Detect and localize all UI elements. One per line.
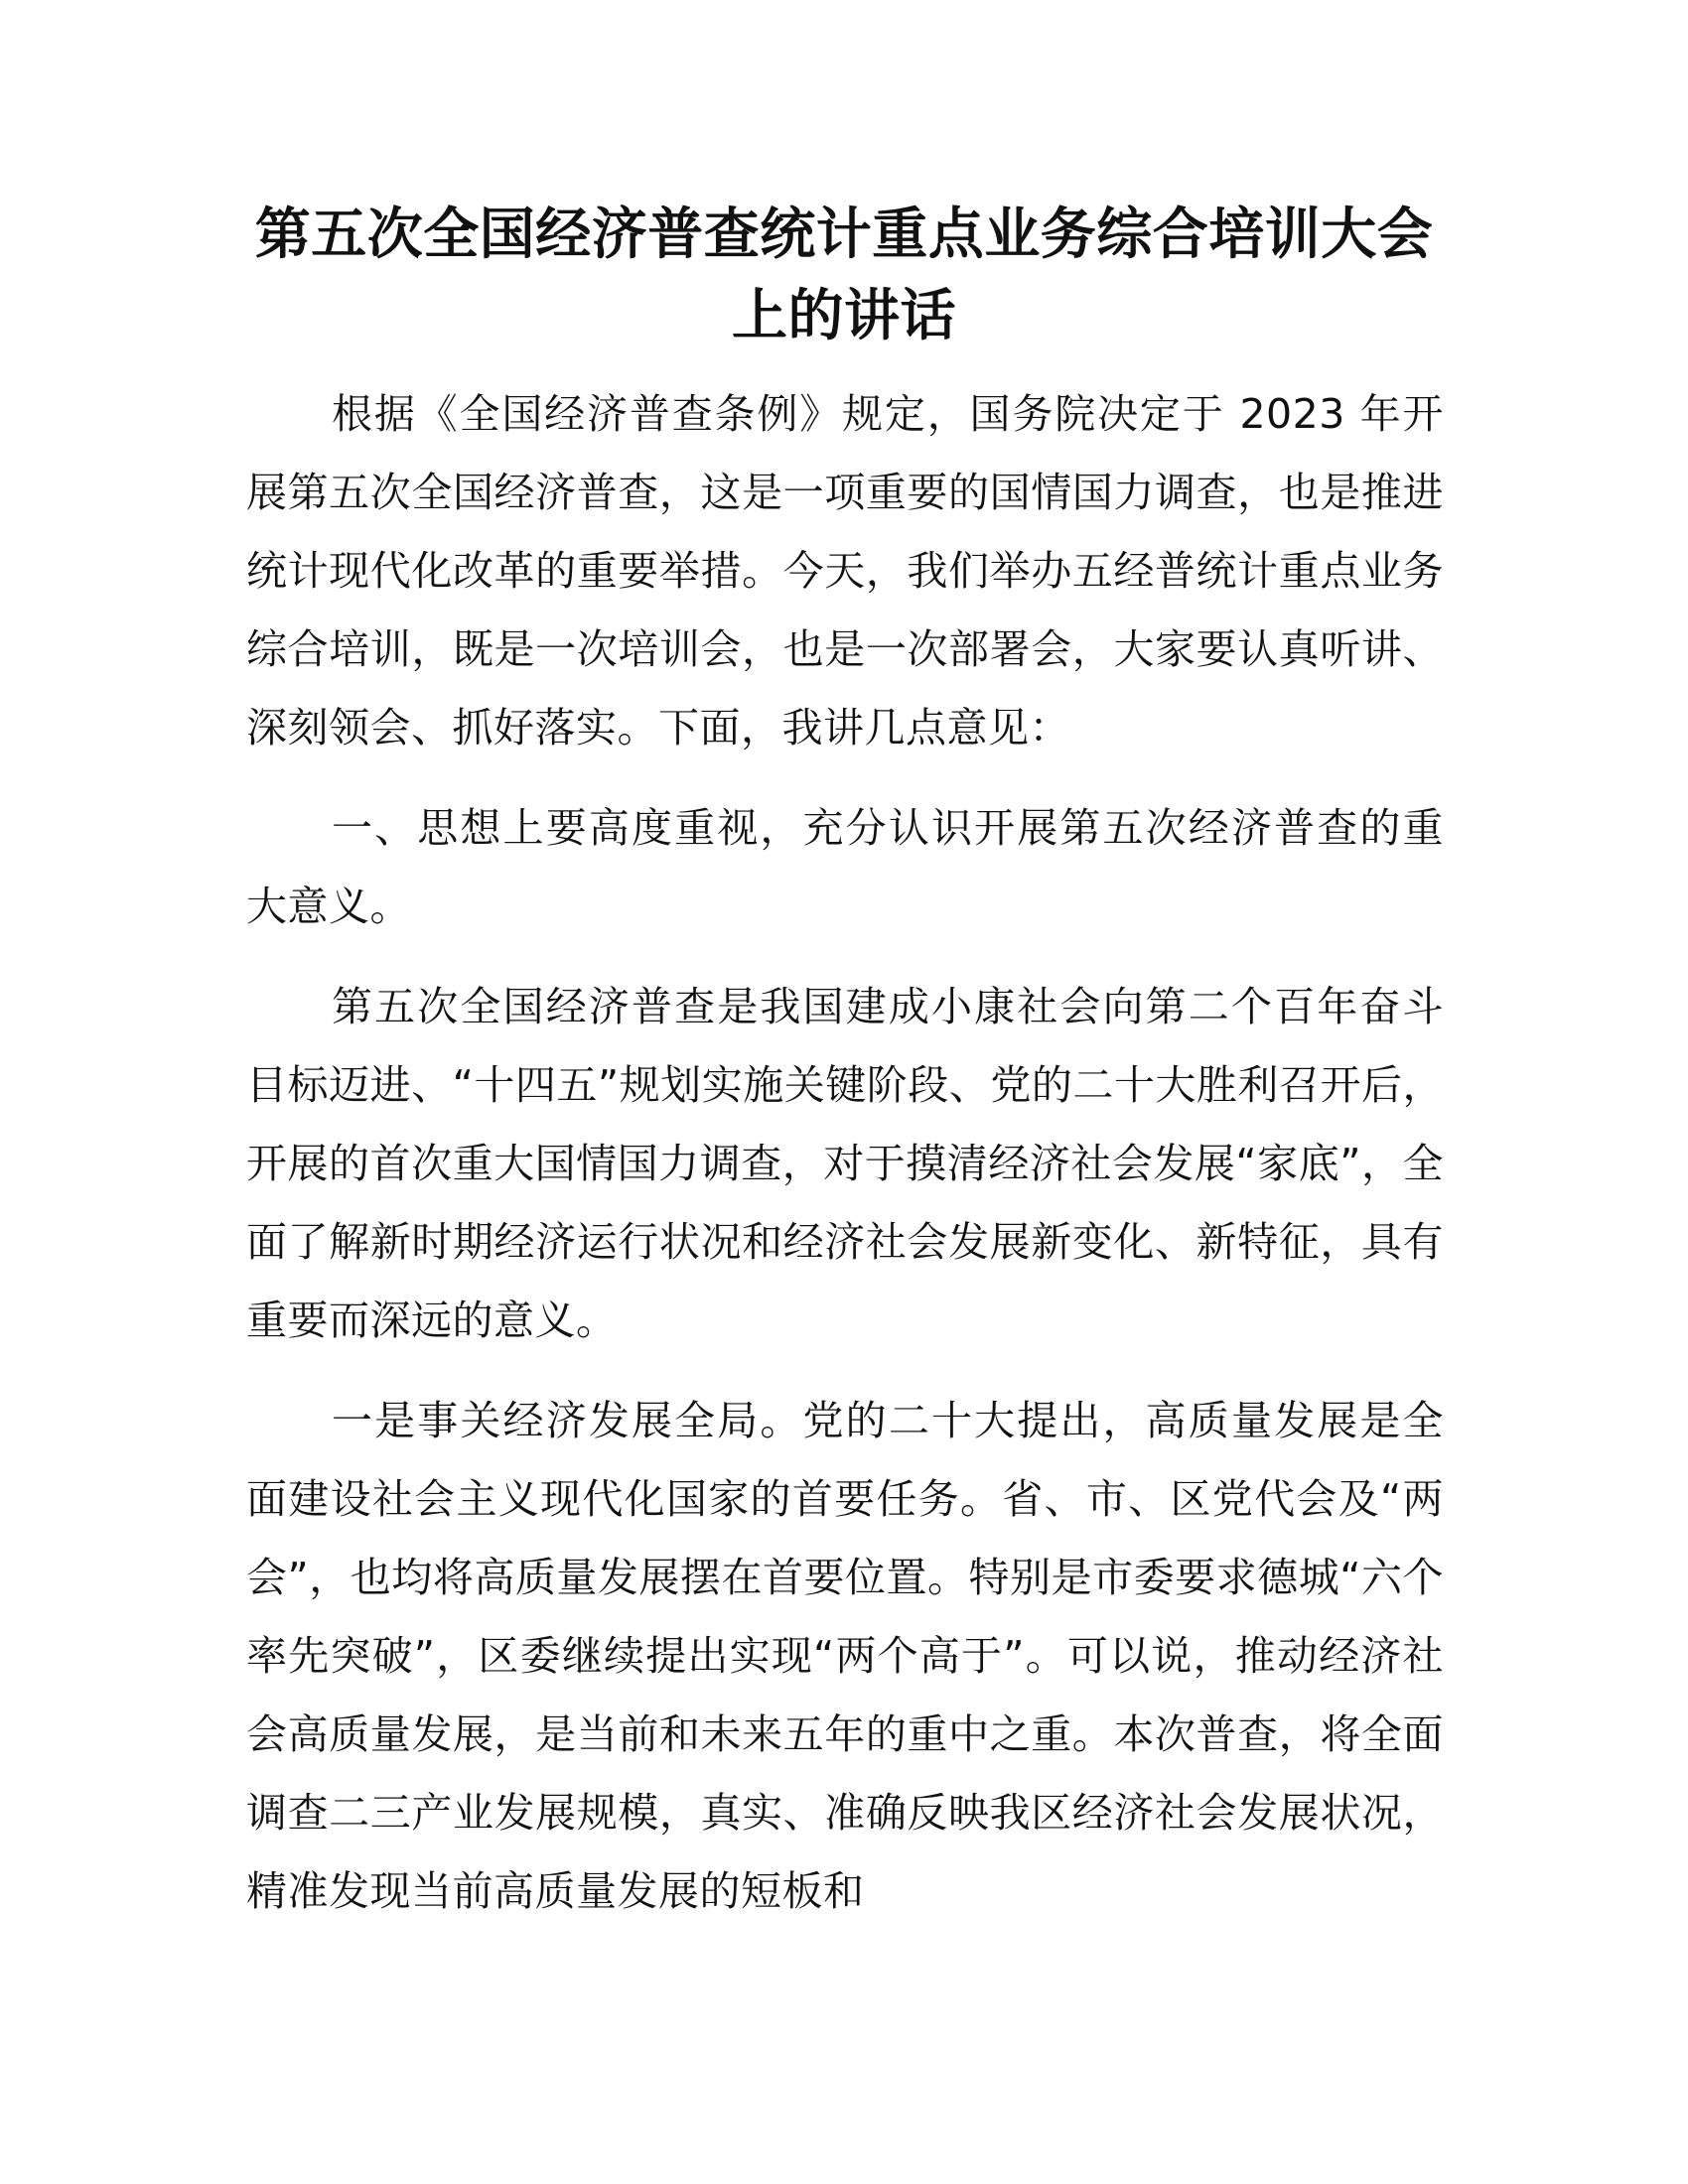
paragraph-section-heading-1: 一、思想上要高度重视，充分认识开展第五次经济普查的重大意义。 [246, 804, 1444, 930]
paragraph-intro: 根据《全国经济普查条例》规定，国务院决定于 2023 年开展第五次全国经济普查，这是一项重要的国情国力调查，也是推进统计现代化改革的重要举措。今天，我们举办五经普统计重点业务综合培训，既是一次培训会，也是一次部署会，大家要认真听讲、深刻领会、抓好落实。下面，我讲几点意见： [246, 390, 1444, 751]
paragraph-point-1: 一是事关经济发展全局。党的二十大提出，高质量发展是全面建设社会主义现代化国家的首要任务。省、市、区党代会及“两会”，也均将高质量发展摆在首要位置。特别是市委要求德城“六个率先突破”，区委继续提出实现“两个高于”。可以说，推动经济社会高质量发展，是当前和未来五年的重中之重。本次普查，将全面调查二三产业发展规模，真实、准确反映我区经济社会发展状况，精准发现当前高质量发展的短板和 [246, 1397, 1444, 1915]
document-body [246, 375, 1444, 1953]
paragraph-significance: 第五次全国经济普查是我国建成小康社会向第二个百年奋斗目标迈进、“十四五”规划实施关键阶段、党的二十大胜利召开后，开展的首次重大国情国力调查，对于摸清经济社会发展“家底”，全面了解新时期经济运行状况和经济社会发展新变化、新特征，具有重要而深远的意义。 [246, 983, 1444, 1344]
document-title: 第五次全国经济普查统计重点业务综合培训大会上的讲话 [254, 203, 1434, 348]
